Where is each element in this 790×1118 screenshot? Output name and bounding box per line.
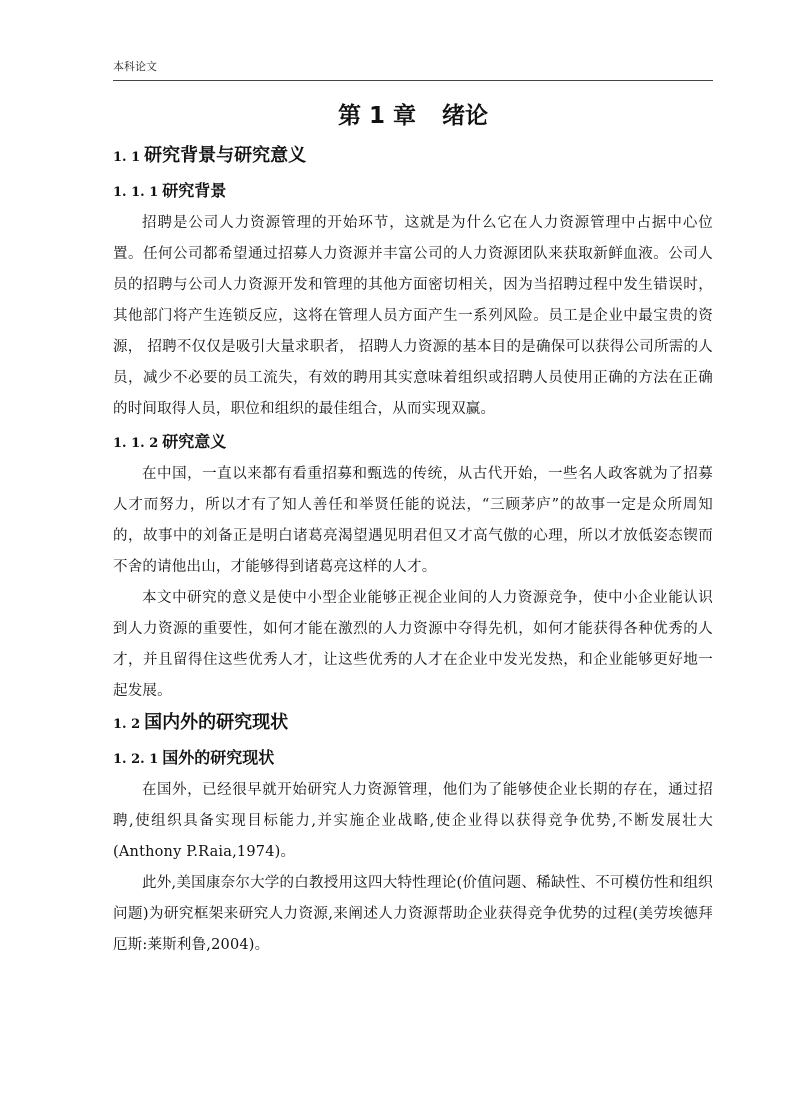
- subsection-title: 国外的研究现状: [162, 748, 275, 767]
- subsection-number: 1. 2. 1: [113, 752, 159, 767]
- section-heading: [113, 707, 713, 739]
- subsection-heading: [113, 176, 713, 206]
- section-number: 1. 1: [113, 150, 141, 165]
- section-title: 国内外的研究现状: [144, 712, 289, 733]
- subsection-number: 1. 1. 1: [113, 185, 159, 200]
- section-number: 1. 2: [113, 717, 141, 732]
- chapter-name: 绪论: [442, 103, 489, 129]
- chapter-number: 第 1 章: [337, 103, 417, 129]
- paragraph: 本文中研究的意义是使中小型企业能够正视企业间的人力资源竞争，使中小企业能认识到人力资源的重要性，如何才能在激烈的人力资源中夺得先机，如何才能获得各种优秀的人才，并且留得住这些优秀人才，让这些优秀的人才在企业中发光发热，和企业能够更好地一起发展。: [113, 590, 713, 699]
- running-header: 本科论文: [113, 60, 157, 73]
- subsection-heading: [113, 743, 713, 773]
- subsection-title: 研究意义: [162, 432, 227, 451]
- subsection-title: 研究背景: [162, 181, 227, 200]
- header-rule: [113, 80, 713, 81]
- paragraph: 在国外，已经很早就开始研究人力资源管理，他们为了能够使企业长期的存在，通过招聘,使组织具备实现目标能力,并实施企业战略,使企业得以获得竞争优势,不断发展壮大(Anthony P.Raia,1974)。: [113, 782, 713, 860]
- paragraph: 在中国，一直以来都有看重招募和甄选的传统，从古代开始，一些名人政客就为了招募人才而努力，所以才有了知人善任和举贤任能的说法，“三顾茅庐”的故事一定是众所周知的，故事中的刘备正是明白诸葛亮渴望遇见明君但又才高气傲的心理，所以才放低姿态锲而不舍的请他出山，才能够得到诸葛亮这样的人才。: [113, 466, 713, 575]
- chapter-title: [113, 96, 713, 136]
- paragraph: 招聘是公司人力资源管理的开始环节，这就是为什么它在人力资源管理中占据中心位置。任何公司都希望通过招募人力资源并丰富公司的人力资源团队来获取新鲜血液。公司人员的招聘与公司人力资源开发和管理的其他方面密切相关，因为当招聘过程中发生错误时，其他部门将产生连锁反应，这将在管理人员方面产生一系列风险。员工是企业中最宝贵的资源， 招聘不仅仅是吸引大量求职者， 招聘人力资源的基本目的是确保可以获得公司所需的人员，减少不必要的员工流失，有效的聘用其实意味着组织或招聘人员使用正确的方法在正确的时间取得人员，职位和组织的最佳组合，从而实现双赢。: [113, 215, 713, 417]
- page-content: [113, 96, 713, 961]
- section-title: 研究背景与研究意义: [144, 145, 307, 166]
- subsection-number: 1. 1. 2: [113, 436, 159, 451]
- paragraph: 此外,美国康奈尔大学的白教授用这四大特性理论(价值问题、稀缺性、不可模仿性和组织问题)为研究框架来研究人力资源,来阐述人力资源帮助企业获得竞争优势的过程(美劳埃德拜厄斯:莱斯利鲁,2004)。: [113, 875, 713, 953]
- section-heading: [113, 140, 713, 172]
- subsection-heading: [113, 427, 713, 457]
